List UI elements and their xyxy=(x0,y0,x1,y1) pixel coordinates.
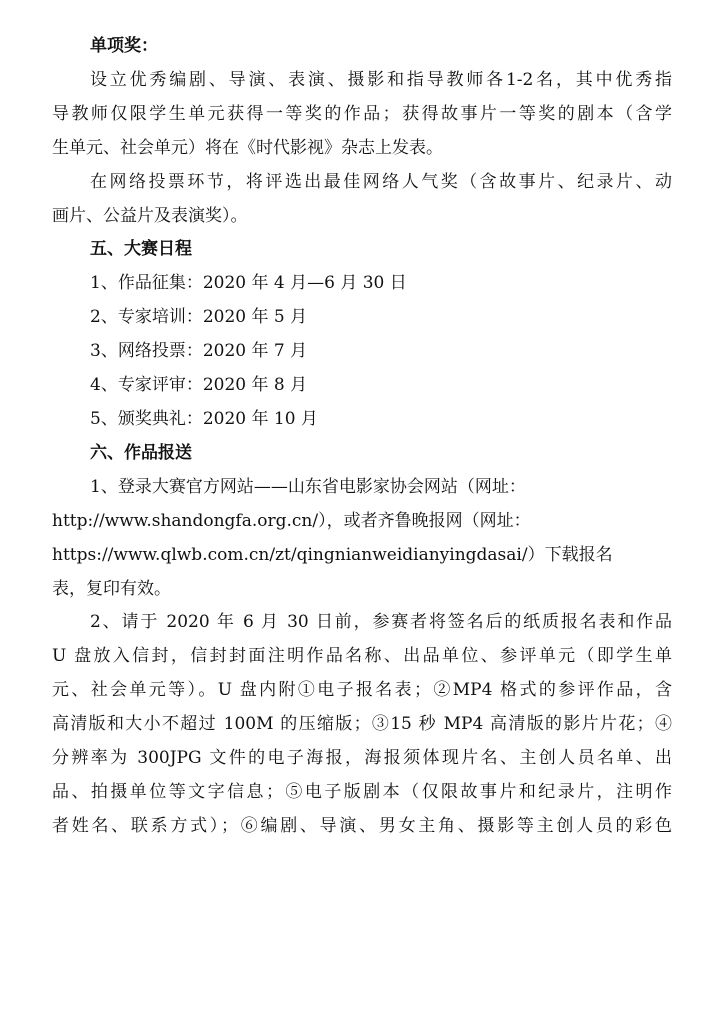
submission-paragraph-2 xyxy=(52,606,677,843)
submission-paragraph-1 xyxy=(52,471,677,607)
paragraph-line: 品、拍摄单位等文字信息；⑤电子版剧本（仅限故事片和纪录片，注明作 xyxy=(52,781,672,802)
single-award-paragraph-2 xyxy=(52,166,677,234)
submission-heading: 六、作品报送 xyxy=(90,442,192,463)
paragraph-line: 设立优秀编剧、导演、表演、摄影和指导教师各1-2名，其中优秀指 xyxy=(90,69,672,90)
single-award-heading: 单项奖： xyxy=(90,36,158,56)
paragraph-line: 元、社会单元等）。U 盘内附①电子报名表；②MP4 格式的参评作品，含 xyxy=(52,680,672,701)
document-page xyxy=(52,30,677,844)
schedule-heading: 五、大赛日程 xyxy=(90,239,192,260)
paragraph-line: 2、请于 2020 年 6 月 30 日前，参赛者将签名后的纸质报名表和作品 xyxy=(90,612,672,633)
schedule-item: 5、颁奖典礼：2020 年 10 月 xyxy=(90,408,318,429)
single-award-paragraph-1 xyxy=(52,64,677,166)
paragraph-line: 分辨率为 300JPG 文件的电子海报，海报须体现片名、主创人员名单、出 xyxy=(52,748,672,769)
schedule-item: 4、专家评审：2020 年 8 月 xyxy=(90,375,308,396)
paragraph-line: 高清版和大小不超过 100M 的压缩版；③15 秒 MP4 高清版的影片片花；④ xyxy=(52,714,672,735)
paragraph-line: 画片、公益片及表演奖）。 xyxy=(52,205,248,226)
paragraph-line: http://www.shandongfa.org.cn/），或者齐鲁晚报网（网址： xyxy=(52,510,531,531)
paragraph-line: 在网络投票环节，将评选出最佳网络人气奖（含故事片、纪录片、动 xyxy=(90,171,672,192)
schedule-list xyxy=(52,267,677,437)
paragraph-line: 导教师仅限学生单元获得一等奖的作品；获得故事片一等奖的剧本（含学 xyxy=(52,103,672,124)
paragraph-line: 1、登录大赛官方网站——山东省电影家协会网站（网址： xyxy=(90,476,526,497)
paragraph-line: 生单元、社会单元）将在《时代影视》杂志上发表。 xyxy=(52,137,443,158)
paragraph-line: https://www.qlwb.com.cn/zt/qingnianweidianyingdasai/）下载报名 xyxy=(52,544,613,565)
schedule-item: 2、专家培训：2020 年 5 月 xyxy=(90,307,308,328)
schedule-item: 1、作品征集：2020 年 4 月—6 月 30 日 xyxy=(90,273,407,294)
schedule-item: 3、网络投票：2020 年 7 月 xyxy=(90,341,308,362)
paragraph-line: 表，复印有效。 xyxy=(52,578,171,599)
paragraph-line: U 盘放入信封，信封封面注明作品名称、出品单位、参评单元（即学生单 xyxy=(52,646,672,667)
paragraph-line: 者姓名、联系方式）；⑥编剧、导演、男女主角、摄影等主创人员的彩色 xyxy=(52,815,672,836)
